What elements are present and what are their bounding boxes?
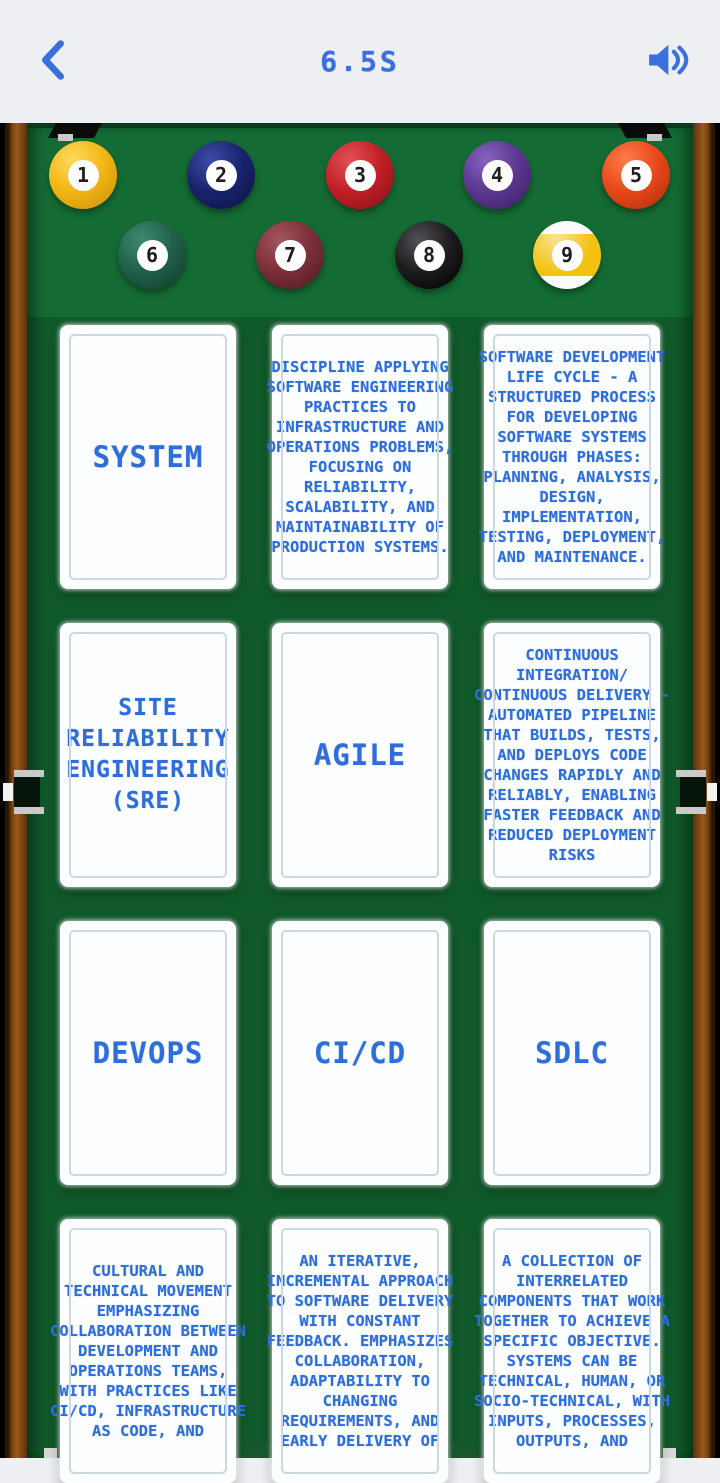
card-term-cicd[interactable]	[272, 921, 448, 1185]
pocket-trim	[676, 807, 706, 814]
pocket-trim	[707, 783, 717, 801]
corner-pocket-top-left	[48, 123, 102, 138]
card-term-agile[interactable]	[272, 623, 448, 887]
ball-number: 6	[137, 240, 168, 271]
pocket-trim	[3, 783, 13, 801]
card-text: SYSTEM	[92, 440, 204, 474]
card-text: AGILE	[313, 738, 407, 772]
pocket-trim	[647, 134, 662, 141]
pocket-trim	[44, 1448, 57, 1458]
card-term-system[interactable]	[60, 325, 236, 589]
card-definition-sre[interactable]	[266, 325, 454, 589]
ball-number: 8	[414, 240, 445, 271]
pocket-trim	[14, 770, 44, 777]
card-text: SDLC	[535, 1036, 609, 1070]
ball-number: 4	[482, 160, 513, 191]
matching-card-grid	[50, 325, 670, 1483]
card-definition-cicd[interactable]	[474, 623, 670, 887]
pool-ball-3	[326, 141, 394, 209]
pool-ball-7	[256, 221, 324, 289]
countdown-timer: 6.5S	[320, 45, 400, 78]
ball-number: 9	[552, 240, 583, 271]
corner-pocket-top-right	[618, 123, 672, 138]
card-text: AN ITERATIVE, INCREMENTAL APPROACH TO SOFTWARE DELIVERY WITH CONSTANT FEEDBACK. EMPHASIZES COLLABORATION, ADAPTABILITY TO CHANGING REQUIREMENTS, AND EARLY DELIVERY OF	[266, 1252, 454, 1450]
card-text: SOFTWARE DEVELOPMENT LIFE CYCLE - A STRUCTURED PROCESS FOR DEVELOPING SOFTWARE SYSTEMS THROUGH PHASES: PLANNING, ANALYSIS, DESIGN, IMPLEMENTATION, TESTING, DEPLOYMENT, AND MAINTENANCE.	[478, 348, 666, 566]
card-definition-agile[interactable]	[266, 1219, 454, 1483]
pool-ball-9	[533, 221, 601, 289]
pocket-hole	[680, 777, 706, 807]
header-bar	[0, 0, 720, 123]
pocket-trim	[14, 807, 44, 814]
pool-ball-8	[395, 221, 463, 289]
pool-ball-1	[49, 141, 117, 209]
card-text: A COLLECTION OF INTERRELATED COMPONENTS THAT WORK TOGETHER TO ACHIEVE A SPECIFIC OBJECTIVE. SYSTEMS CAN BE TECHNICAL, HUMAN, OR SOCIO-TECHNICAL, WITH INPUTS, PROCESSES, OUTPUTS, AND	[474, 1252, 670, 1450]
pool-ball-5	[602, 141, 670, 209]
card-definition-system[interactable]	[474, 1219, 670, 1483]
ball-number: 3	[345, 160, 376, 191]
card-text: CI/CD	[313, 1036, 407, 1070]
card-term-devops[interactable]	[60, 921, 236, 1185]
side-pocket-right	[674, 770, 720, 814]
pool-ball-4	[463, 141, 531, 209]
card-term-sdlc[interactable]	[484, 921, 660, 1185]
card-term-sre[interactable]	[60, 623, 236, 887]
ball-number: 2	[206, 160, 237, 191]
ball-number: 1	[68, 160, 99, 191]
card-definition-devops[interactable]	[50, 1219, 246, 1483]
pool-ball-2	[187, 141, 255, 209]
card-text: CONTINUOUS INTEGRATION/ CONTINUOUS DELIVERY - AUTOMATED PIPELINE THAT BUILDS, TESTS, AND DEPLOYS CODE CHANGES RAPIDLY AND RELIABLY, ENABLING FASTER FEEDBACK AND REDUCED DEPLOYMENT RISKS	[474, 646, 670, 864]
card-text: DEVOPS	[92, 1036, 204, 1070]
pocket-hole	[14, 777, 40, 807]
ball-number: 5	[621, 160, 652, 191]
card-text: DISCIPLINE APPLYING SOFTWARE ENGINEERING PRACTICES TO INFRASTRUCTURE AND OPERATIONS PROBLEMS, FOCUSING ON RELIABILITY, SCALABILITY, AND MAINTAINABILITY OF PRODUCTION SYSTEMS.	[266, 358, 454, 556]
ball-number: 7	[275, 240, 306, 271]
card-definition-sdlc[interactable]	[478, 325, 666, 589]
card-text: CULTURAL AND TECHNICAL MOVEMENT EMPHASIZING COLLABORATION BETWEEN DEVELOPMENT AND OPERATIONS TEAMS, WITH PRACTICES LIKE CI/CD, INFRASTRUCTURE AS CODE, AND	[50, 1262, 246, 1440]
card-text: SITE RELIABILITY ENGINEERING (SRE)	[66, 695, 230, 814]
pocket-trim	[676, 770, 706, 777]
side-pocket-left	[0, 770, 46, 814]
pool-table	[0, 123, 720, 1458]
pool-ball-6	[118, 221, 186, 289]
pocket-trim	[58, 134, 73, 141]
